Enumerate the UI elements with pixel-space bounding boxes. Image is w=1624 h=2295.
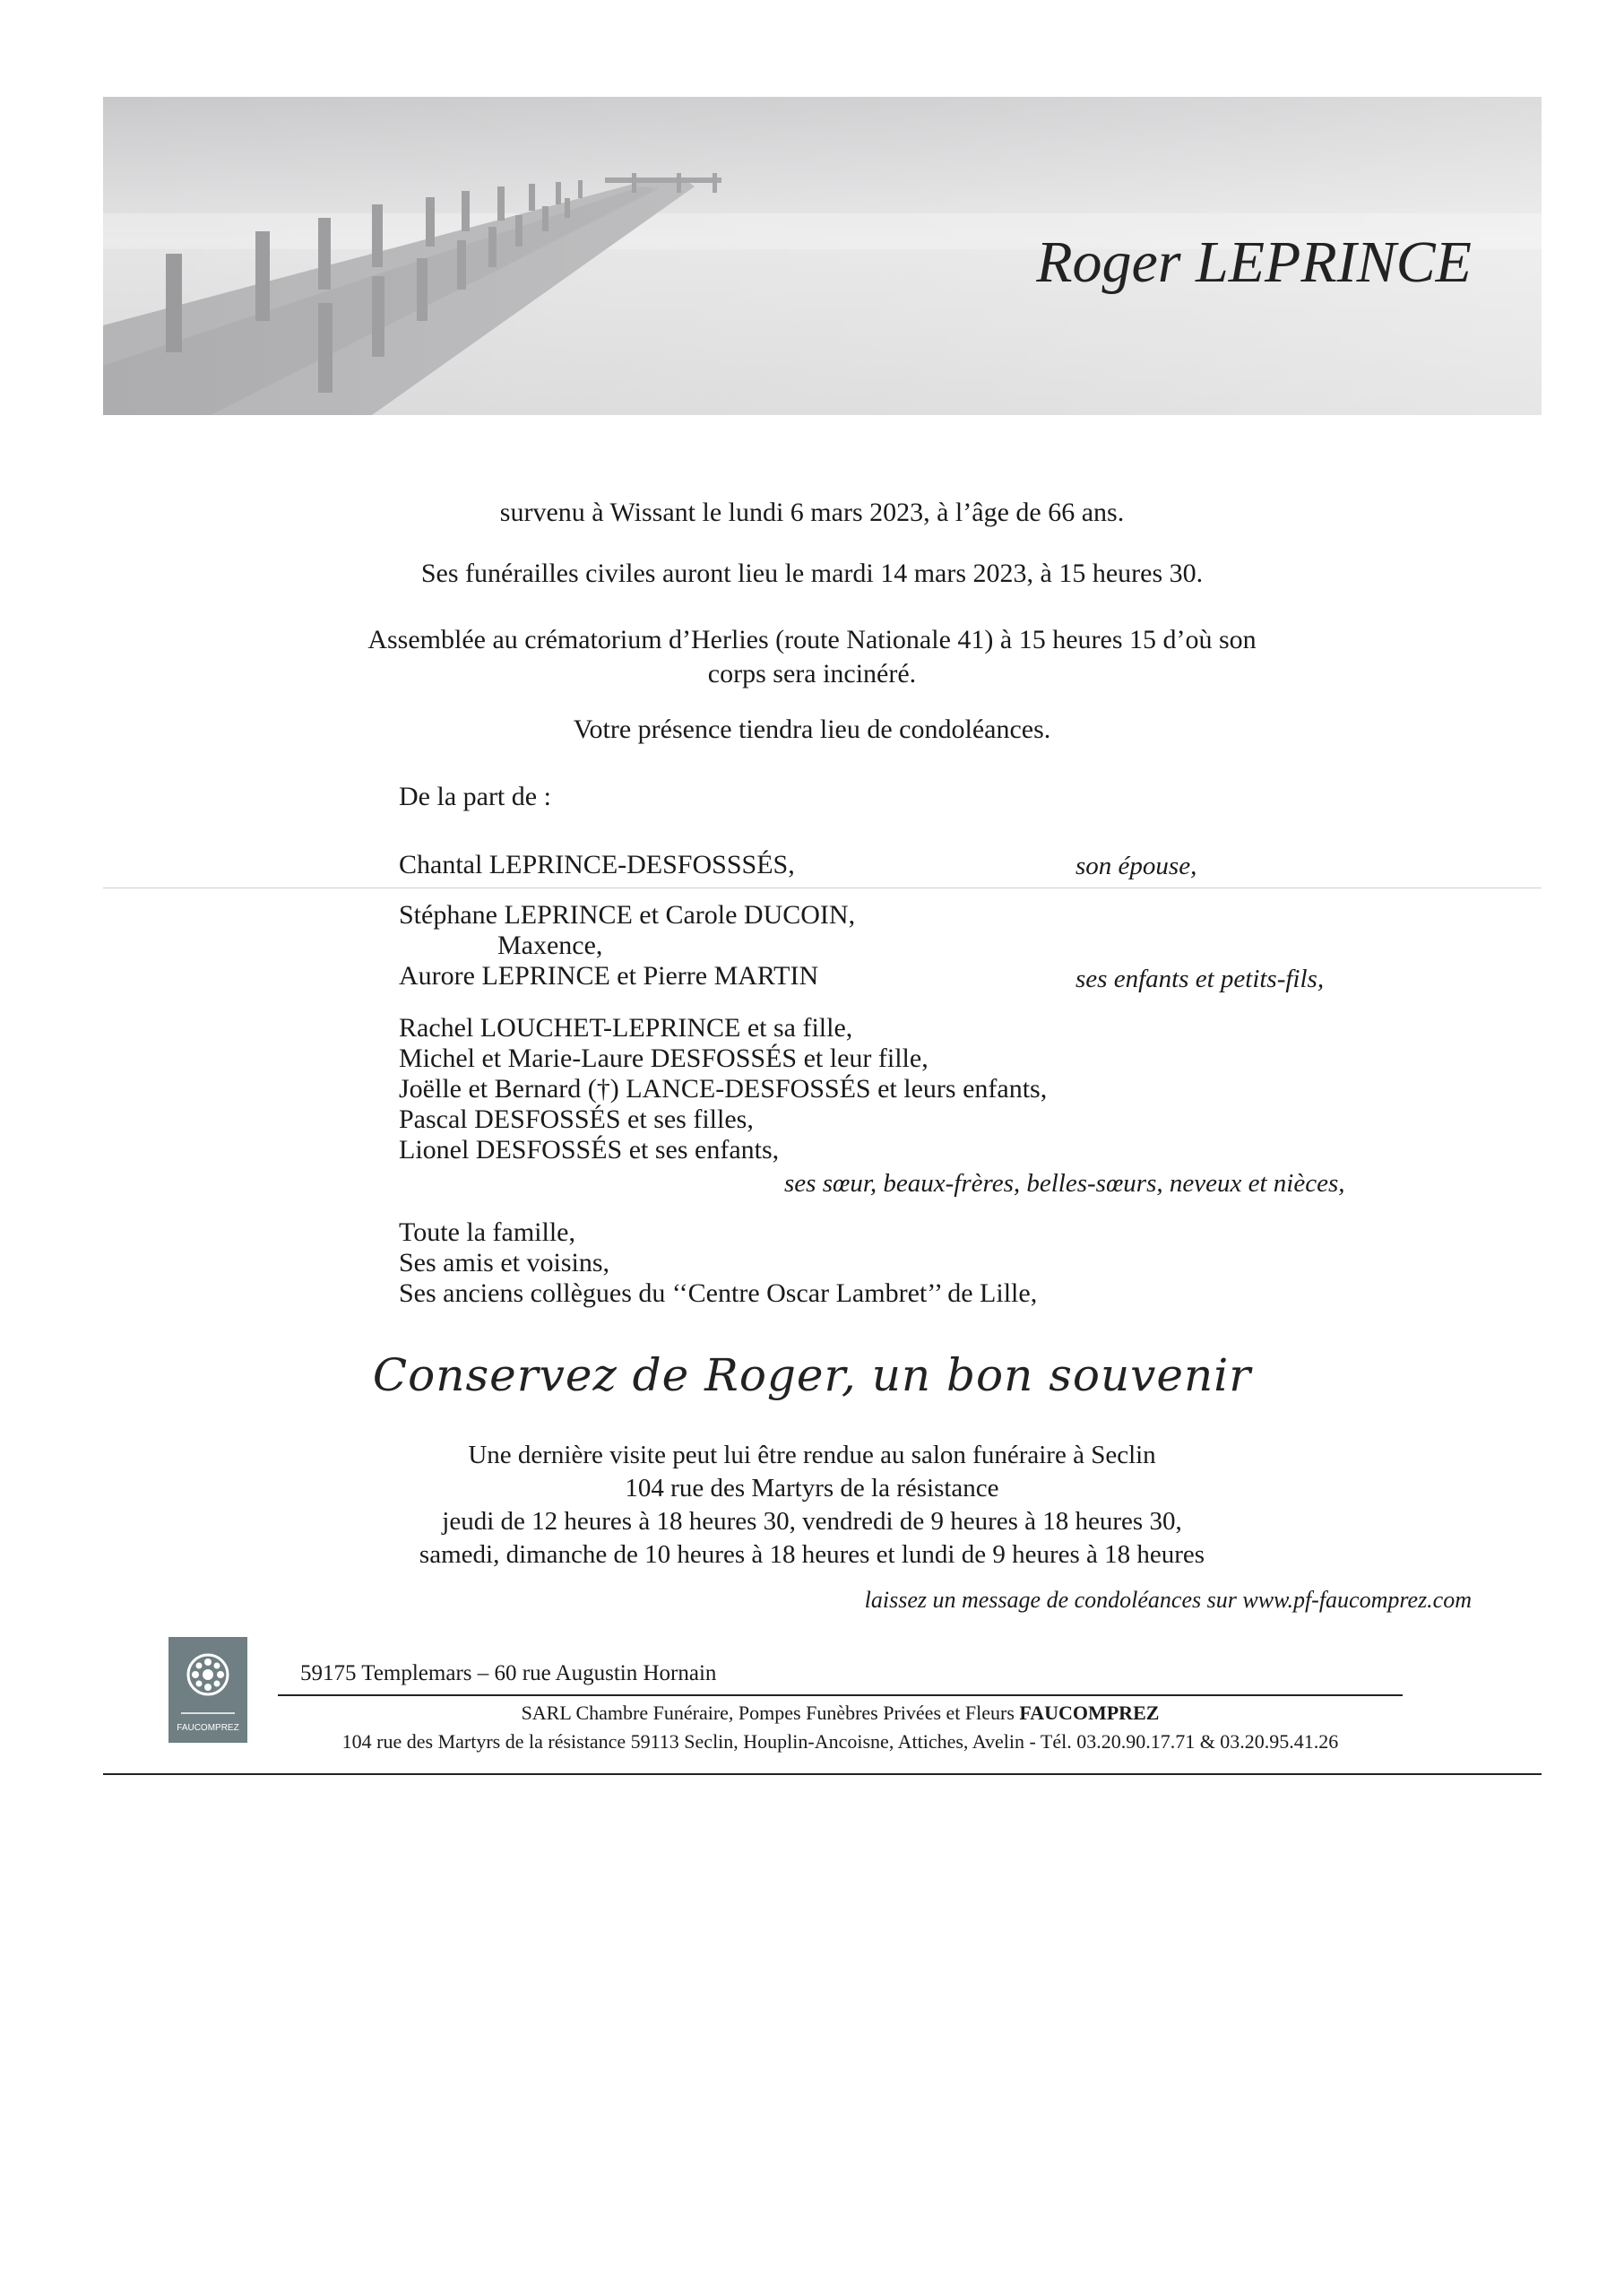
footer-address: 59175 Templemars – 60 rue Augustin Hornain — [300, 1661, 717, 1685]
spouse-list — [399, 850, 795, 880]
family-member: Joëlle et Bernard (†) LANCE-DESFOSSÉS et leurs enfants, — [399, 1074, 1048, 1104]
family-member: Rachel LOUCHET-LEPRINCE et sa fille, — [399, 1013, 853, 1043]
family-member: Maxence, — [497, 931, 603, 960]
family-member: Ses anciens collègues du ‘‘Centre Oscar Lambret’’ de Lille, — [399, 1278, 1038, 1308]
siblings-relation: ses sœur, beaux-frères, belles-sœurs, neveux et nièces, — [784, 1169, 1345, 1198]
footer-divider — [278, 1694, 1403, 1696]
remembrance-tagline: Conservez de Roger, un bon souvenir — [372, 1349, 1252, 1401]
family-member: Ses amis et voisins, — [399, 1248, 610, 1277]
assembly-line-continued: corps sera incinéré. — [707, 659, 917, 688]
deceased-name: Roger LEPRINCE — [1036, 230, 1472, 295]
visit-line: Une dernière visite peut lui être rendue au salon funéraire à Seclin — [468, 1441, 1156, 1469]
family-member: Pascal DESFOSSÉS et ses filles, — [399, 1104, 754, 1134]
family-member: Toute la famille, — [399, 1217, 575, 1247]
spouse-name: Chantal LEPRINCE-DESFOSSSÉS, — [399, 850, 795, 879]
company-logo — [168, 1637, 247, 1743]
condolence-website-message: laissez un message de condoléances sur www.pf-faucomprez.com — [864, 1587, 1472, 1613]
visit-line: 104 rue des Martyrs de la résistance — [625, 1474, 999, 1503]
company-contact: 104 rue des Martyrs de la résistance 59113 Seclin, Houplin-Ancoisne, Attiches, Avelin - Tél. 03.20.90.17.71 & 03.20.95.41.26 — [341, 1730, 1339, 1753]
from-label: De la part de : — [399, 782, 551, 811]
siblings-list — [399, 1013, 1047, 1165]
funeral-date-line: Ses funérailles civiles auront lieu le mardi 14 mars 2023, à 15 heures 30. — [420, 559, 1204, 588]
children-list — [399, 900, 855, 992]
visit-line: samedi, dimanche de 10 heures à 18 heures et lundi de 9 heures à 18 heures — [419, 1540, 1205, 1569]
company-prefix: SARL Chambre Funéraire, Pompes Funèbres Privées et Fleurs — [521, 1702, 1020, 1724]
others-list — [399, 1217, 1037, 1309]
spouse-relation: son épouse, — [1075, 852, 1197, 880]
company-name: FAUCOMPREZ — [1019, 1702, 1160, 1724]
bottom-divider — [103, 1773, 1542, 1775]
flower-emblem-icon — [168, 1637, 247, 1743]
family-member: Lionel DESFOSSÉS et ses enfants, — [399, 1135, 780, 1165]
children-relation: ses enfants et petits-fils, — [1075, 965, 1325, 993]
visit-line: jeudi de 12 heures à 18 heures 30, vendredi de 9 heures à 18 heures 30, — [442, 1507, 1182, 1536]
company-line — [278, 1702, 1403, 1725]
visit-info — [0, 1439, 1624, 1572]
assembly-line: Assemblée au crématorium d’Herlies (route Nationale 41) à 15 heures 15 d’où son — [367, 625, 1257, 654]
family-member: Aurore LEPRINCE et Pierre MARTIN — [399, 961, 819, 991]
family-member: Stéphane LEPRINCE et Carole DUCOIN, — [399, 900, 856, 930]
condolences-line: Votre présence tiendra lieu de condoléances. — [573, 714, 1051, 744]
family-member: Michel et Marie-Laure DESFOSSÉS et leur fille, — [399, 1044, 929, 1073]
logo-text: FAUCOMPREZ — [177, 1723, 239, 1733]
death-notice-line: survenu à Wissant le lundi 6 mars 2023, à l’âge de 66 ans. — [499, 498, 1125, 527]
